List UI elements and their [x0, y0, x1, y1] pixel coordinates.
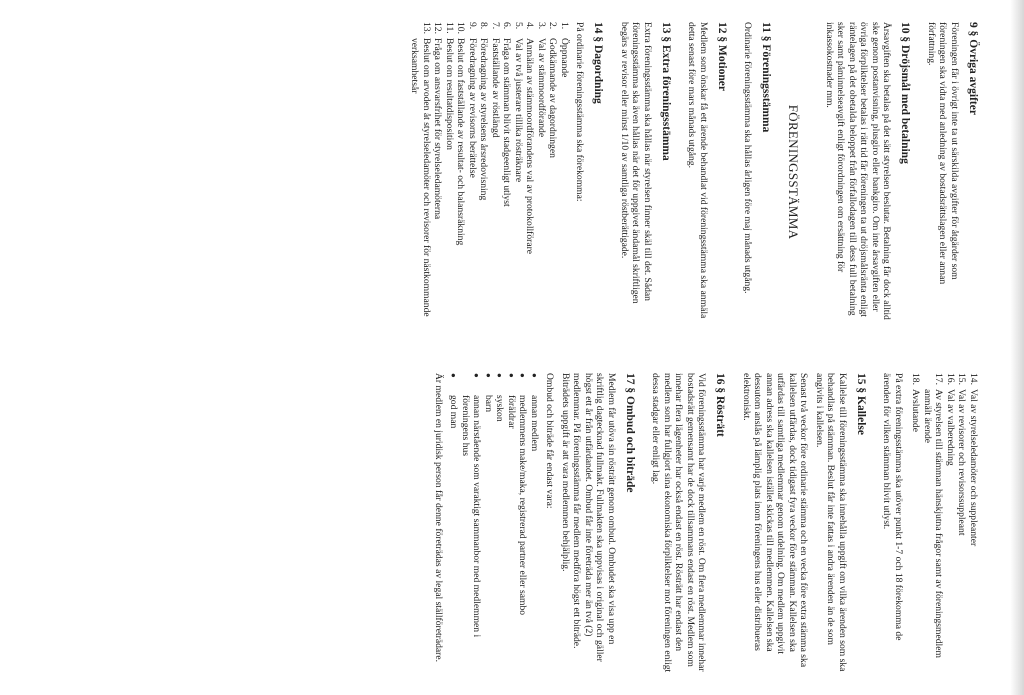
agenda-item: [968, 373, 980, 673]
bullet-icon: ●: [449, 373, 459, 378]
agenda-item-text: Föredragning av revisorns berättelse: [467, 38, 478, 178]
extra-stamma-note: På extra föreningsstämma ska utöver punkt 1-7 och 18 förekomma de ärenden för vilken stämman blivit utlyst.: [881, 373, 904, 641]
right-column: [429, 373, 980, 673]
heading-s11: 11 § Föreningsstämma: [760, 22, 773, 133]
agenda-item-text: Val av styrelseledamöter och suppleanter: [968, 389, 979, 547]
agenda-item-text: Avslutande: [910, 389, 922, 432]
heading-s10: 10 § Dröjsmål med betalning: [899, 22, 912, 164]
list-item-text: barn: [483, 395, 494, 413]
agenda-item-number: 16.: [945, 373, 956, 385]
agenda-item-number: 10.: [455, 22, 467, 34]
list-item: [448, 373, 460, 673]
list-item: [460, 373, 483, 673]
agenda-item-text: Fastställande av röstlängd: [490, 38, 501, 138]
list-item: [529, 373, 541, 673]
agenda-item-text: Val av revisorer och revisorssuppleant: [956, 389, 968, 536]
agenda-item-text: Av styrelsen till stämman hänskjutna frågor samt av föreningsmedlem anmält ärende: [922, 389, 945, 658]
agenda-item-number: 13.: [421, 22, 432, 34]
agenda-item-number: 8.: [478, 22, 490, 30]
bullet-icon: ●: [507, 373, 516, 378]
agenda-item-text: Val av två justerare tillika rösträknare: [513, 38, 524, 183]
agenda-item-text: Beslut om fastställande av resultat- och balansräkning: [455, 38, 467, 246]
agenda-item: [455, 22, 467, 322]
text-s17-p1: Medlem får utöva sin rösträtt genom ombud. Ombudet ska visa upp en skriftlig dagtecknad fullmakt. Fullmakten ska uppvisas i original och gäller högst ett år från utfärdandet. Ombud får inte företräda mer än två (2) medlemmar. På föreningsstämma får medlem medföra högst ett biträde. Biträdets uppgift är att vara medlemmen behjälplig.: [560, 373, 617, 662]
agenda-item: [945, 373, 957, 673]
agenda-item-text: Anmälan av stämmoordförandens val av protokollförare: [524, 38, 536, 255]
agenda-item-text: Val av stämmoordförande: [536, 38, 547, 138]
bullet-icon: ●: [530, 373, 539, 378]
text-s15-p2: Senast två veckor före ordinarie stämma och en vecka före extra stämma ska kallelsen utfärdas, dock tidigast fyra veckor före stämman. Kallelsen ska utfärdas till samtliga medlemmar genom utdelning. Om medlem uppgivit annan adress ska kallelsen istället skickas till medlemmen. Kallelsen ska dessutom anslås på lämplig plats inom föreningens hus eller distribueras elektroniskt.: [741, 373, 810, 668]
bullet-icon: ●: [472, 373, 482, 378]
agenda-item-number: 9.: [467, 22, 478, 30]
heading-s15: 15 § Kallelse: [855, 373, 867, 435]
heading-s16: 16 § Rösträtt: [714, 373, 727, 437]
agenda-item: [432, 22, 444, 322]
text-s15-p1: Kallelse till föreningsstämma ska innehålla uppgift om vilka ärenden som ska behandlas på stämman. Beslut får inte fattas i andra ärenden än de som angivits i kallelsen.: [814, 373, 848, 672]
text-s17-p3: Är medlem en juridisk person får denne företrädas av legal ställföreträdare.: [433, 373, 444, 663]
text-s11: Ordinarie föreningsstämma ska hållas årligen före maj månads utgång.: [742, 22, 754, 294]
list-item-text: god man: [448, 395, 460, 429]
text-s17-p2: Ombud och biträde får endast vara:: [544, 373, 556, 509]
heading-s9: 9 § Övriga avgifter: [967, 22, 979, 115]
bullet-icon: ●: [518, 373, 528, 378]
agenda-item: [524, 22, 536, 322]
agenda-item: [910, 373, 922, 673]
agenda-item-number: 15.: [956, 373, 968, 385]
list-item-text: annan medlem: [529, 395, 540, 452]
agenda-item-text: Föredragning av styrelsens årsredovisning: [478, 38, 490, 201]
agenda-item: [478, 22, 490, 322]
agenda-item-number: 4.: [524, 22, 536, 30]
agenda-item-text: Val av valberedning: [945, 389, 956, 466]
text-s10: Årsavgiften ska betalas på det sätt styrelsen beslutar. Betalning får dock alltid ske genom postanvisning, plusgiro eller bankgiro. Om inte årsavgiften eller övriga förpliktelser betalas i rätt tid får föreningen ta ut dröjsmålsränta enligt räntelagen på det obetalda beloppet från förfallodagen till dess full betalning sker samt påminnelseavgift enligt förordningen om ersättning för inkassokostnader mm.: [824, 22, 893, 320]
text-s9: Föreningen får i övrigt inte ta ut särskilda avgifter för åtgärder som föreningen ska vidta med anledning av bostadsrättslagen eller annan författning.: [926, 22, 960, 285]
agenda-item-text: Fråga om ansvarsfrihet för styrelseledamöterna: [432, 38, 444, 220]
heading-s12: 12 § Motioner: [716, 22, 728, 91]
list-item: [517, 373, 529, 673]
agenda-item-number: 18.: [910, 373, 922, 385]
agenda-item: [467, 22, 479, 322]
agenda-item-number: 2.: [547, 22, 559, 30]
agenda-item-number: 5.: [513, 22, 524, 30]
agenda-item-number: 7.: [490, 22, 501, 30]
agenda-item: [501, 22, 513, 322]
section-title: FÖRENINGSSTÄMMA: [786, 104, 802, 240]
list-item-text: annan närstående som varaktigt sammanbor med medlemmen i föreningens hus: [460, 395, 483, 638]
agenda-list-continued: [910, 373, 979, 673]
agenda-item: [547, 22, 559, 322]
agenda-item: [559, 22, 571, 322]
left-column: [409, 22, 979, 322]
agenda-item-text: Öppnande: [559, 38, 570, 78]
agenda-item-number: 11.: [444, 22, 455, 34]
heading-s17: 17 § Ombud och biträde: [624, 373, 636, 493]
agenda-item-number: 14.: [968, 373, 979, 385]
agenda-item: [922, 373, 945, 673]
agenda-item-number: 6.: [501, 22, 513, 30]
list-item-text: medlemmens make/maka, registrerad partner eller sambo: [517, 395, 529, 616]
list-item: [483, 373, 495, 673]
agenda-item: [956, 373, 968, 673]
bullet-icon: ●: [484, 373, 493, 378]
agenda-item-number: 3.: [536, 22, 547, 30]
list-item-text: syskon: [494, 395, 506, 422]
agenda-item: [536, 22, 548, 322]
agenda-item-text: Fråga om stämman blivit stadgeenligt utlyst: [501, 38, 513, 207]
agenda-item-text: Beslut om arvoden åt styrelseledamöter och revisorer för nästkommande verksamhetsår: [409, 38, 432, 317]
agenda-list: [409, 22, 570, 322]
bullet-icon: ●: [495, 373, 505, 378]
text-s13: Extra föreningsstämma ska hållas när styrelsen finner skäl till det. Sådan föreningsstämma ska även hållas när det för uppgivet ändamål skriftligen begärs av revisor eller minst 1/10 av samtliga röstberättigade.: [619, 22, 653, 304]
agenda-item-text: Beslut om resultatdisposition: [444, 38, 455, 150]
list-item-text: föräldrar: [506, 395, 517, 429]
agenda-item: [444, 22, 456, 322]
text-s16: Vid föreningsstämma har varje medlem en röst. Om flera medlemmar innehar bostadsrätt gemensamt har de dock tillsammans endast en röst. Medlem som innehar flera lägenheter har också endast en röst. Rösträtt har endast den medlem som har fullgjort sina ekonomiska förpliktelser mot föreningen enligt dessa stadgar eller enligt lag.: [650, 373, 708, 673]
agenda-item: [409, 22, 432, 322]
representative-list: [448, 373, 540, 673]
heading-s14: 14 § Dagordning: [592, 22, 605, 104]
agenda-item: [513, 22, 525, 322]
agenda-item-number: 17.: [933, 373, 945, 385]
intro-s14: På ordinarie föreningsstämma ska förekomma:: [574, 22, 586, 202]
agenda-item: [490, 22, 502, 322]
agenda-item-number: 12.: [432, 22, 444, 34]
heading-s13: 13 § Extra föreningsstämma: [660, 22, 672, 161]
list-item: [506, 373, 518, 673]
agenda-item-number: 1.: [559, 22, 570, 30]
list-item: [494, 373, 506, 673]
text-s12: Medlem som önskar få ett ärende behandlat vid föreningsstämma ska anmäla detta senast före mars månads utgång.: [686, 22, 709, 319]
agenda-item-text: Godkännande av dagordningen: [547, 38, 559, 158]
